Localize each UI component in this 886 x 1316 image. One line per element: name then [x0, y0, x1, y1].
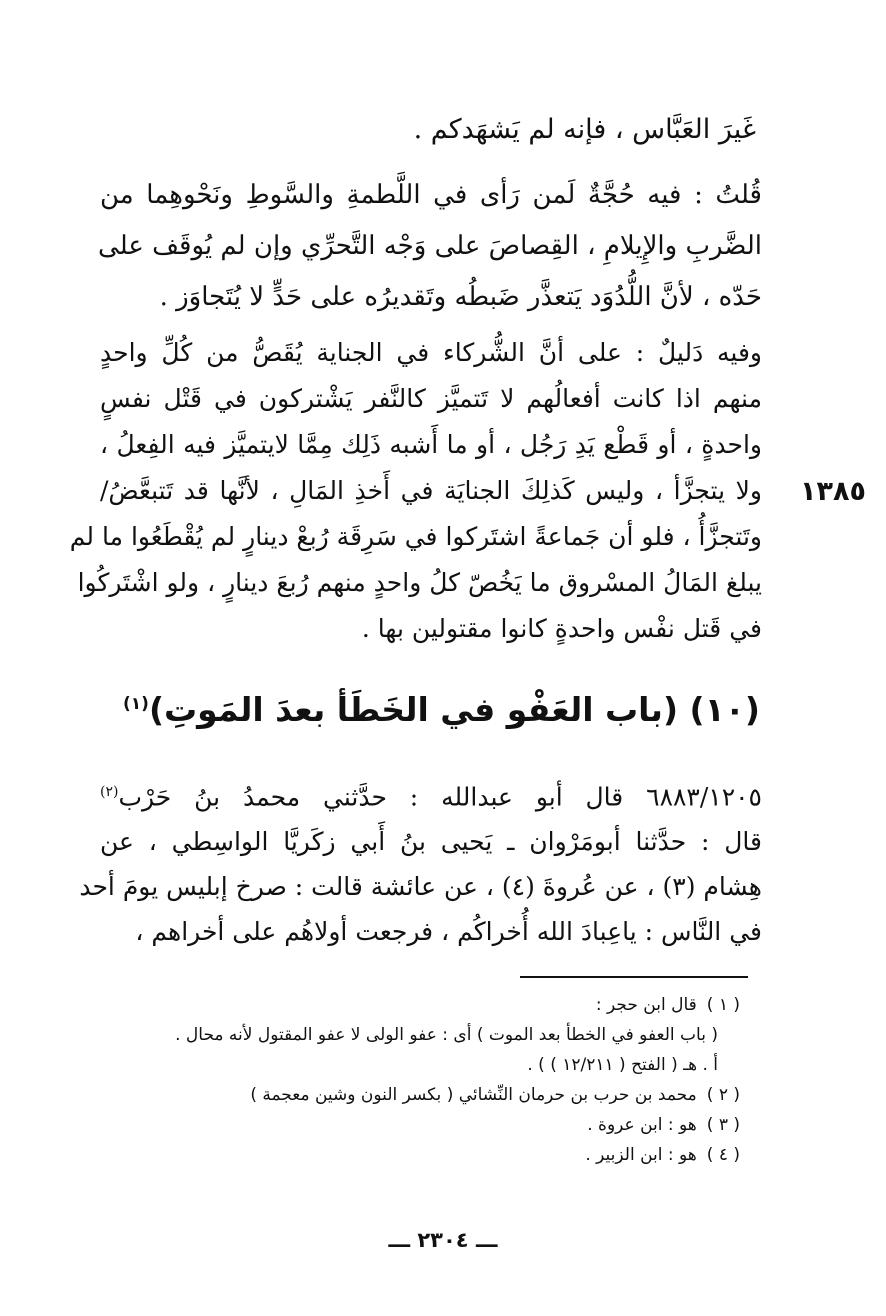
footnote-text: قال ابن حجر :: [595, 995, 697, 1015]
footnote-text: أ . هـ ( الفتح ( ١٢/٢١١ ) ) .: [527, 1055, 718, 1075]
text-line: [100, 819, 762, 864]
hadith-line-text: ٦٨٨٣/١٢٠٥ قال أبو عبدالله : حدَّثني محمدُ بنُ حَرْب: [118, 782, 762, 812]
heading-footnote-ref: (١): [122, 694, 149, 714]
opening-line: [414, 108, 756, 152]
hadith-paragraph: [79, 770, 762, 954]
footnote-number: ( ٢ ): [706, 1085, 740, 1105]
footnote-continuation: [90, 1050, 740, 1080]
text-line: حَدّه ، لأنَّ اللُّدُوَد يَتعذَّر ضَبطُه وتَقديرُه على حَدٍّ لا يُتَجاوَز .: [159, 282, 762, 312]
footnote: [90, 1080, 740, 1110]
footnote-number: ( ١ ): [706, 995, 740, 1015]
footnote: [90, 1140, 740, 1170]
footnote-text: هو : ابن الزبير .: [585, 1145, 697, 1165]
heading-text: (١٠) (باب العَفْو في الخَطَأ بعدَ المَوتِ): [148, 690, 760, 729]
footnote-number: ( ٣ ): [706, 1115, 740, 1135]
hadith-line-text: قال : حدَّثنا أبومَرْوان ـ يَحيى بنُ أَبي زكَريَّا الواسِطي ، عن: [100, 827, 762, 857]
footnote-ref: (٢): [100, 784, 119, 800]
footnote: [90, 990, 740, 1020]
text-line: وفيه دَليلٌ : على أنَّ الشُّركاء في الجناية يُقَصُّ من كُلِّ واحدٍ: [100, 338, 762, 367]
text-line: [79, 864, 762, 909]
text-line: ولا يتجزَّأ ، وليس كَذلِكَ الجنايَة في أَخذِ المَالِ ، لأنَّها قد تَتبعَّضُ/: [100, 476, 762, 505]
text-line: قُلتُ : فيه حُجَّةٌ لَمن رَأى في اللَّطمةِ والسَّوطِ ونَحْوهِما من: [100, 180, 762, 210]
text-line: [100, 770, 762, 819]
footnote-text: محمد بن حرب بن حرمان النِّشائي ( بكسر النون وشين معجمة ): [250, 1085, 697, 1105]
text-line: منهم اذا كانت أفعالُهم لا تَتميَّز كالنَّفر يَشْتركون في قَتْل نفسٍ: [100, 384, 762, 413]
evidence-paragraph: [69, 330, 762, 652]
footnote-separator: [520, 976, 748, 978]
footnote-continuation: [90, 1020, 740, 1050]
page-number: ـــ ٢٣٠٤ ـــ: [388, 1228, 498, 1252]
footnote-number: ( ٤ ): [706, 1145, 740, 1165]
text-line: يبلغ المَالُ المسْروق ما يَخُصّ كلُ واحدٍ منهم رُبعَ دينارٍ ، ولو اشْتَركُوا: [77, 568, 762, 597]
footnotes: [90, 990, 740, 1170]
text-line: واحدةٍ ، أو قَطْع يَدِ رَجُل ، أو ما أَشبه ذَلِك مِمَّا لايتميَّز فيه الفِعلُ ،: [100, 430, 762, 459]
commentary-paragraph: [100, 170, 762, 323]
hadith-line-text: في النَّاس : ياعِبادَ الله أُخراكُم ، فرجعت أولاهُم على أخراهم ،: [135, 917, 762, 947]
chapter-heading: [110, 690, 760, 729]
hadith-line-text: هِشام (٣) ، عن عُروةَ (٤) ، عن عائشة قالت : صرخ إبليس يومَ أحد: [79, 872, 762, 902]
text-line: وتَتجزَّأُ ، فلو أن جَماعةً اشتَركوا في سَرِقَة رُبعْ دينارٍ لم يُقْطَعُوا ما لم: [69, 522, 762, 551]
text-line: [100, 909, 762, 954]
margin-page-number: ١٣٨٥: [800, 476, 866, 507]
text-line: الضَّربِ والإِيلامِ ، القِصاصَ على وَجْه التَّحرِّي وإن لم يُوقَف على: [98, 231, 762, 261]
footnote-text: هو : ابن عروة .: [587, 1115, 697, 1135]
text-line: في قَتل نفْس واحدةٍ كانوا مقتولين بها .: [361, 614, 762, 643]
footnote: [90, 1110, 740, 1140]
text-line: غَيرَ العَبَّاس ، فإنه لم يَشهَدكم .: [413, 114, 756, 145]
footnote-text: ( باب العفو في الخطأ بعد الموت ) أى : عفو الولى لا عفو المقتول لأنه محال .: [175, 1025, 718, 1045]
